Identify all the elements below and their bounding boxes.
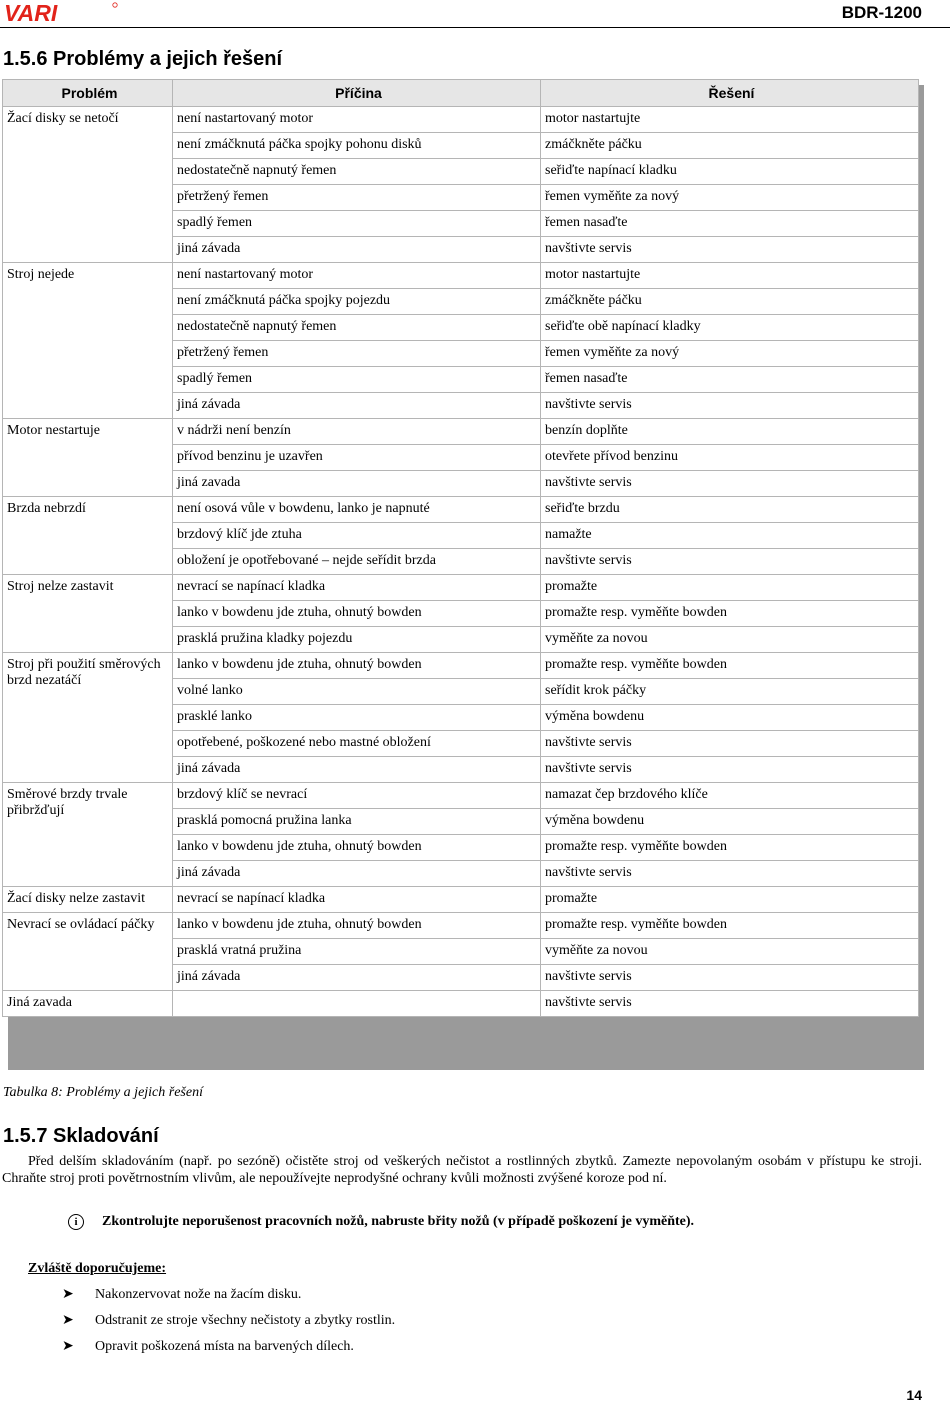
cause-cell: přetržený řemen [173, 341, 541, 367]
solution-cell: namažte [541, 523, 919, 549]
solution-cell: promažte [541, 575, 919, 601]
solution-cell: řemen nasaďte [541, 211, 919, 237]
cause-cell: jiná závada [173, 861, 541, 887]
arrow-bullet-icon: ➤ [62, 1339, 74, 1354]
cause-cell: prasklá pomocná pružina lanka [173, 809, 541, 835]
cause-cell: prasklé lanko [173, 705, 541, 731]
solution-cell: namazat čep brzdového klíče [541, 783, 919, 809]
arrow-bullet-icon: ➤ [62, 1313, 74, 1328]
cause-cell: brzdový klíč jde ztuha [173, 523, 541, 549]
problem-cell: Jiná zavada [3, 991, 173, 1017]
problem-cell: Žací disky se netočí [3, 107, 173, 263]
problem-cell: Směrové brzdy trvale přibržďují [3, 783, 173, 887]
solution-cell: seřiďte brzdu [541, 497, 919, 523]
problem-cell: Žací disky nelze zastavit [3, 887, 173, 913]
cause-cell: není nastartovaný motor [173, 263, 541, 289]
cause-cell: lanko v bowdenu jde ztuha, ohnutý bowden [173, 601, 541, 627]
list-item [62, 1338, 354, 1355]
solution-cell: seřiďte napínací kladku [541, 159, 919, 185]
table-row [3, 419, 919, 445]
cause-cell: lanko v bowdenu jde ztuha, ohnutý bowden [173, 835, 541, 861]
cause-cell: jiná závada [173, 757, 541, 783]
cause-cell: nevrací se napínací kladka [173, 575, 541, 601]
table-row [3, 263, 919, 289]
problem-cell: Brzda nebrzdí [3, 497, 173, 575]
solution-cell: řemen nasaďte [541, 367, 919, 393]
solution-cell: výměna bowdenu [541, 705, 919, 731]
cause-cell: opotřebené, poškozené nebo mastné obložení [173, 731, 541, 757]
cause-cell: spadlý řemen [173, 367, 541, 393]
solution-cell: navštivte servis [541, 861, 919, 887]
table-header-row [3, 80, 919, 107]
table-row [3, 991, 919, 1017]
cause-cell: nedostatečně napnutý řemen [173, 315, 541, 341]
problem-cell: Stroj nejede [3, 263, 173, 419]
list-item [62, 1286, 301, 1303]
storage-title: 1.5.7 Skladování [3, 1125, 159, 1147]
solution-cell: navštivte servis [541, 393, 919, 419]
list-item [62, 1312, 395, 1329]
cause-cell: prasklá pružina kladky pojezdu [173, 627, 541, 653]
solution-cell: otevřete přívod benzinu [541, 445, 919, 471]
vari-logo [3, 1, 118, 23]
solution-cell: navštivte servis [541, 757, 919, 783]
cause-cell: jiná závada [173, 965, 541, 991]
table-row [3, 887, 919, 913]
solution-cell: řemen vyměňte za nový [541, 185, 919, 211]
solution-cell: navštivte servis [541, 965, 919, 991]
solution-cell: výměna bowdenu [541, 809, 919, 835]
header-rule [0, 27, 950, 28]
table-row [3, 653, 919, 679]
table-row [3, 497, 919, 523]
solution-cell: seřiďte obě napínací kladky [541, 315, 919, 341]
arrow-bullet-icon: ➤ [62, 1287, 74, 1302]
cause-cell: není zmáčknutá páčka spojky pojezdu [173, 289, 541, 315]
cause-cell: v nádrži není benzín [173, 419, 541, 445]
model-name: BDR-1200 [841, 3, 922, 22]
page-number: 14 [906, 1387, 922, 1403]
logo-text: VARI [4, 1, 58, 23]
cause-cell: není zmáčknutá páčka spojky pohonu disků [173, 133, 541, 159]
table-row [3, 575, 919, 601]
solution-cell: navštivte servis [541, 237, 919, 263]
solution-cell: navštivte servis [541, 471, 919, 497]
solution-cell: vyměňte za novou [541, 939, 919, 965]
header-cause: Příčina [173, 80, 541, 107]
cause-cell: lanko v bowdenu jde ztuha, ohnutý bowden [173, 913, 541, 939]
storage-paragraph: Před delším skladováním (např. po sezóně) očistěte stroj od veškerých nečistot a rostlinných zbytků. Zamezte nepovolaným osobám v přístupu ke stroji. Chraňte stroj proti povětrnostním vlivům, ale nepoužívejte neprodyšné ochrany kvůli možnosti zvýšené koroze pod ní. [2, 1154, 922, 1186]
info-note [68, 1214, 694, 1230]
solution-cell: promažte [541, 887, 919, 913]
cause-cell: obložení je opotřebované – nejde seřídit brzda [173, 549, 541, 575]
table-caption: Tabulka 8: Problémy a jejich řešení [3, 1085, 203, 1100]
problem-cell: Motor nestartuje [3, 419, 173, 497]
cause-cell: brzdový klíč se nevrací [173, 783, 541, 809]
header-solution: Řešení [541, 80, 919, 107]
header-problem: Problém [3, 80, 173, 107]
solution-cell: navštivte servis [541, 991, 919, 1017]
cause-cell: prasklá vratná pružina [173, 939, 541, 965]
list-item-text: Odstranit ze stroje všechny nečistoty a zbytky rostlin. [95, 1312, 396, 1328]
solution-cell: navštivte servis [541, 731, 919, 757]
cause-cell: jiná závada [173, 393, 541, 419]
cause-cell: jiná závada [173, 237, 541, 263]
solution-cell: seřídit krok páčky [541, 679, 919, 705]
cause-cell [173, 991, 541, 1017]
cause-cell: přetržený řemen [173, 185, 541, 211]
problem-cell: Nevrací se ovládací páčky [3, 913, 173, 991]
problems-table [2, 79, 919, 1017]
solution-cell: řemen vyměňte za nový [541, 341, 919, 367]
solution-cell: promažte resp. vyměňte bowden [541, 653, 919, 679]
problems-table-wrapper [2, 79, 918, 1017]
cause-cell: spadlý řemen [173, 211, 541, 237]
solution-cell: zmáčkněte páčku [541, 133, 919, 159]
solution-cell: vyměňte za novou [541, 627, 919, 653]
cause-cell: nedostatečně napnutý řemen [173, 159, 541, 185]
cause-cell: jiná zavada [173, 471, 541, 497]
table-row [3, 783, 919, 809]
solution-cell: motor nastartujte [541, 107, 919, 133]
problem-cell: Stroj při použití směrových brzd nezatáčí [3, 653, 173, 783]
solution-cell: promažte resp. vyměňte bowden [541, 913, 919, 939]
problem-cell: Stroj nelze zastavit [3, 575, 173, 653]
table-body [3, 107, 919, 1017]
solution-cell: promažte resp. vyměňte bowden [541, 835, 919, 861]
list-item-text: Nakonzervovat nože na žacím disku. [95, 1286, 302, 1302]
solution-cell: promažte resp. vyměňte bowden [541, 601, 919, 627]
info-note-text: Zkontrolujte neporušenost pracovních nožů, nabruste břity nožů (v případě poškození je vyměňte). [102, 1214, 695, 1229]
cause-cell: není nastartovaný motor [173, 107, 541, 133]
recommend-label: Zvláště doporučujeme: [28, 1261, 167, 1276]
cause-cell: není osová vůle v bowdenu, lanko je napnuté [173, 497, 541, 523]
solution-cell: navštivte servis [541, 549, 919, 575]
cause-cell: přívod benzinu je uzavřen [173, 445, 541, 471]
info-icon: i [68, 1214, 84, 1230]
section-title: 1.5.6 Problémy a jejich řešení [3, 48, 283, 70]
cause-cell: volné lanko [173, 679, 541, 705]
table-row [3, 107, 919, 133]
list-item-text: Opravit poškozená místa na barvených dílech. [95, 1338, 354, 1354]
solution-cell: benzín doplňte [541, 419, 919, 445]
cause-cell: nevrací se napínací kladka [173, 887, 541, 913]
solution-cell: motor nastartujte [541, 263, 919, 289]
cause-cell: lanko v bowdenu jde ztuha, ohnutý bowden [173, 653, 541, 679]
table-row [3, 913, 919, 939]
solution-cell: zmáčkněte páčku [541, 289, 919, 315]
